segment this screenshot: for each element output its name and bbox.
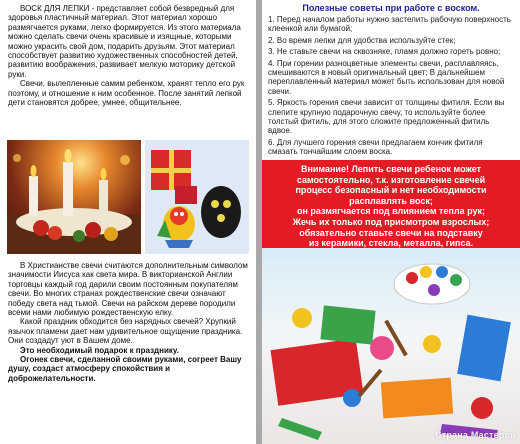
tip-item: 1. Перед началом работы нужно застелить рабочую поверхность клеенкой или бумагой; <box>268 15 511 34</box>
craft-kit-photo <box>262 248 520 444</box>
history-text <box>8 261 250 383</box>
history-paragraph: В Христианстве свечи считаются дополнительным символом значимости Иисуса как света мира. В викторианской Англии торговцы каждый год дарили своим постоянным покупателям свечи. Во многих странах рождественские свечи означают победу света над тьмой. Свечи на райском дереве породили всеми нами любимую рождественскую елку. <box>8 261 248 318</box>
warning-line: Жечь их только под присмотром взрослых; <box>292 216 490 227</box>
candles-illustration-icon <box>7 140 141 254</box>
closing-line: Огонек свечи, сделанной своими руками, согреет Вашу душу, создаст атмосферу спокойствия и доброжелательности. <box>8 355 242 383</box>
warning-box <box>262 160 520 248</box>
christmas-candles-photo <box>7 140 141 254</box>
tip-item: 2. Во время лепки для удобства используйте стек; <box>268 35 456 45</box>
left-page <box>0 0 256 444</box>
intro-text <box>8 4 250 107</box>
tip-item: 6. Для лучшего горения свечи предлагаем кончик фитиля смазать тончайшим слоем воска. <box>268 137 483 157</box>
warning-line: из керамики, стекла, металла, гипса. <box>308 238 474 249</box>
watermark: Страна Мастеров <box>435 430 516 440</box>
right-page <box>262 0 520 444</box>
warning-line: процесс безопасный и нет необходимости <box>295 185 487 196</box>
intro-paragraph: ВОСК ДЛЯ ЛЕПКИ - представляет собой безвредный для здоровья пластичный материал. Этот материал хорошо размягчается руками, легко формируется. Из этого материала можно сделать свечи очень красивые и изящные, которыми можно украсить свой дом, подарить друзьям. Этот материал способствует развитию художественных способностей детей, развитию воображения, развивает мелкую моторику детской руки. <box>8 4 241 79</box>
warning-line: самостоятельно, т.к. изготовление свечей <box>296 174 486 185</box>
warning-line: он размягчается под влиянием тепла рук; <box>296 206 486 217</box>
tip-item: 4. При горении разноцветные элементы свечи, расплавляясь, смешиваются в новый оригинальный цвет; В дальнейшем переплавленный материал может быть использован для новой свечи. <box>268 58 505 96</box>
closing-line: Это необходимый подарок к празднику. <box>20 345 179 355</box>
warning-line: обязательно ставьте свечи на подставку <box>299 227 483 238</box>
photo-strip <box>7 140 249 254</box>
intro-paragraph: Свечи, вылепленные самим ребенком, хранят тепло его рук поэтому, и отношение к ним особенное. После занятий лепкой дети становятся добрее, умнее, общительнее. <box>8 79 245 108</box>
tips-list <box>268 15 514 159</box>
tip-item: 5. Яркость горения свечи зависит от толщины фитиля. Если вы слепите крупную подарочную свечу, то используйте более толстый фитиль, для этого сложите предложенный фитиль вдвое. <box>268 98 505 136</box>
craft-kit-illustration-icon <box>262 248 520 444</box>
warning-line: расплавлять воск; <box>349 195 433 206</box>
wax-figures-photo <box>145 140 249 254</box>
wax-figures-illustration-icon <box>145 140 249 254</box>
tip-item: 3. Не ставьте свечи на сквозняке, пламя должно гореть ровно; <box>268 47 501 57</box>
history-paragraph: Какой праздник обходится без нарядных свечей? Хрупкий язычок пламени дает нам удивительное ощущение праздника. Они создадут уют в Вашем доме. <box>8 317 243 346</box>
warning-line: Внимание! Лепить свечи ребенок может <box>300 164 482 174</box>
tips-title: Полезные советы при работе с воском. <box>302 3 480 13</box>
